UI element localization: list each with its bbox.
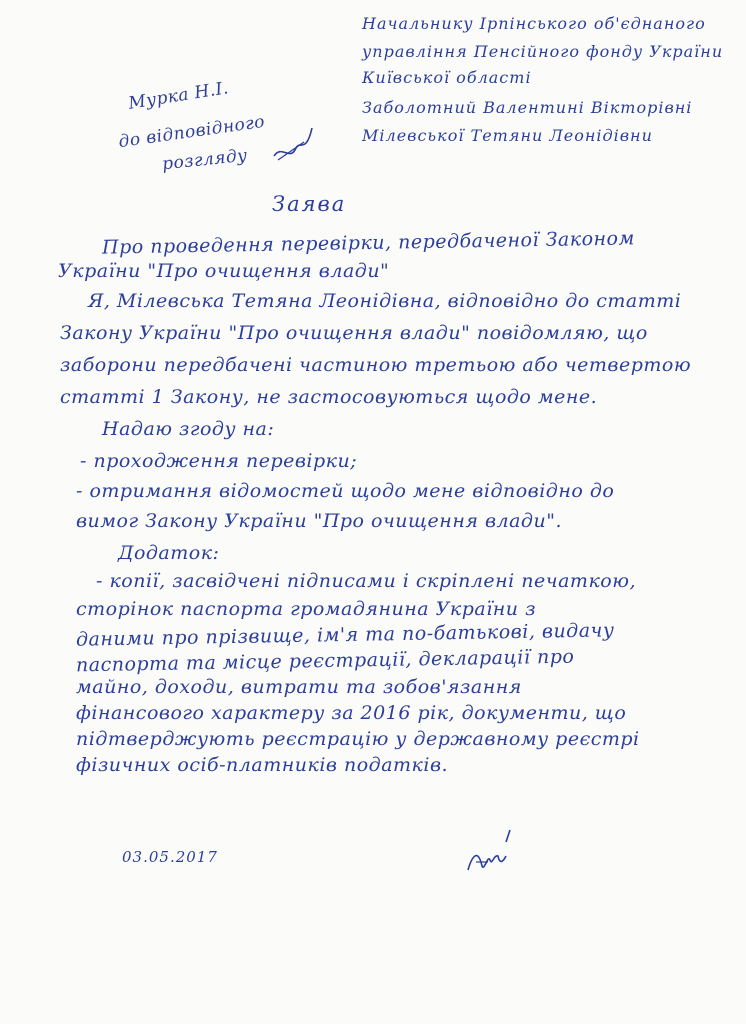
resolution-line: розгляду — [161, 145, 249, 175]
applicant-signature-icon — [460, 826, 540, 882]
attachment-line: даними про прізвище, ім'я та по-батькові, видачу — [75, 619, 615, 651]
addressee-line: Київської області — [362, 68, 532, 87]
document-date: 03.05.2017 — [122, 848, 218, 866]
addressee-line: управління Пенсійного фонду України — [362, 42, 724, 61]
attachment-line: підтверджують реєстрацію у державному реєстрі — [76, 728, 640, 750]
consent-item: вимог Закону України "Про очищення влади". — [76, 510, 562, 532]
resolution-line: до відповідного — [117, 111, 267, 153]
attachment-heading: Додаток: — [118, 542, 220, 564]
subject-line: Про проведення перевірки, передбаченої Законом — [101, 227, 635, 259]
attachment-line: паспорта та місце реєстрації, декларації про — [75, 645, 575, 677]
addressee-line: Начальнику Ірпінського об'єднаного — [362, 14, 706, 33]
document-title: Заява — [272, 192, 347, 216]
subject-line: України "Про очищення влади" — [58, 260, 390, 282]
attachment-line: сторінок паспорта громадянина України з — [76, 598, 536, 620]
body-line: Я, Мілевська Тетяна Леонідівна, відповідно до статті — [88, 290, 682, 312]
sender-name: Мілевської Тетяни Леонідівни — [362, 126, 653, 145]
attachment-line: - копії, засвідчені підписами і скріплені печаткою, — [96, 570, 636, 592]
attachment-line: фінансового характеру за 2016 рік, документи, що — [76, 702, 627, 724]
addressee-line: Заболотний Валентині Вікторівні — [362, 98, 693, 117]
resolution-line: Мурка Н.І. — [127, 78, 231, 114]
attachment-line: майно, доходи, витрати та зобов'язання — [76, 676, 522, 698]
consent-heading: Надаю згоду на: — [102, 418, 275, 440]
consent-item: - проходження перевірки; — [80, 450, 358, 472]
attachment-line: фізичних осіб-платників податків. — [76, 754, 449, 776]
consent-item: - отримання відомостей щодо мене відповідно до — [76, 480, 615, 502]
body-line: заборони передбачені частиною третьою або четвертою — [60, 354, 692, 376]
body-line: статті 1 Закону, не застосовуються щодо мене. — [60, 386, 598, 408]
body-line: Закону України "Про очищення влади" повідомляю, що — [60, 322, 648, 344]
resolution-signature-icon — [268, 118, 318, 168]
